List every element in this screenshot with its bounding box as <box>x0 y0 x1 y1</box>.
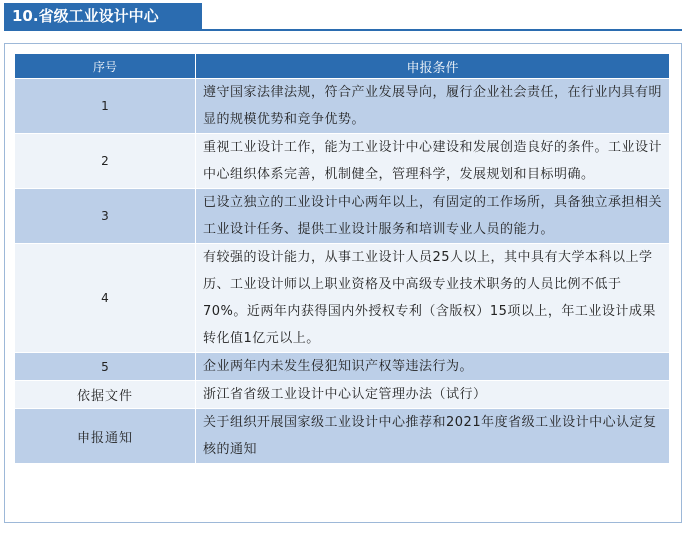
row-key: 5 <box>15 353 196 381</box>
requirements-table <box>14 53 670 464</box>
header-conditions: 申报条件 <box>196 54 670 79</box>
table-row <box>15 244 670 353</box>
table-row <box>15 79 670 134</box>
row-key: 4 <box>15 244 196 353</box>
row-key: 1 <box>15 79 196 134</box>
table-header-row <box>15 54 670 79</box>
row-text: 浙江省省级工业设计中心认定管理办法（试行） <box>196 381 670 409</box>
table-row <box>15 353 670 381</box>
row-key: 3 <box>15 189 196 244</box>
table-row <box>15 381 670 409</box>
row-text: 有较强的设计能力，从事工业设计人员25人以上，其中具有大学本科以上学历、工业设计师以上职业资格及中高级专业技术职务的人员比例不低于70%。近两年内获得国内外授权专利（含版权）15项以上，年工业设计成果转化值1亿元以上。 <box>196 244 670 353</box>
row-text: 重视工业设计工作，能为工业设计中心建设和发展创造良好的条件。工业设计中心组织体系完善，机制健全，管理科学，发展规划和目标明确。 <box>196 134 670 189</box>
row-key: 申报通知 <box>15 409 196 464</box>
row-text: 关于组织开展国家级工业设计中心推荐和2021年度省级工业设计中心认定复核的通知 <box>196 409 670 464</box>
row-text: 企业两年内未发生侵犯知识产权等违法行为。 <box>196 353 670 381</box>
table-row <box>15 409 670 464</box>
row-key: 依据文件 <box>15 381 196 409</box>
section-title: 10.省级工业设计中心 <box>4 3 202 29</box>
header-number: 序号 <box>15 54 196 79</box>
table-row <box>15 189 670 244</box>
table-row <box>15 134 670 189</box>
row-key: 2 <box>15 134 196 189</box>
row-text: 已设立独立的工业设计中心两年以上，有固定的工作场所，具备独立承担相关工业设计任务、提供工业设计服务和培训专业人员的能力。 <box>196 189 670 244</box>
title-underline <box>4 29 682 31</box>
row-text: 遵守国家法律法规，符合产业发展导向，履行企业社会责任，在行业内具有明显的规模优势和竞争优势。 <box>196 79 670 134</box>
